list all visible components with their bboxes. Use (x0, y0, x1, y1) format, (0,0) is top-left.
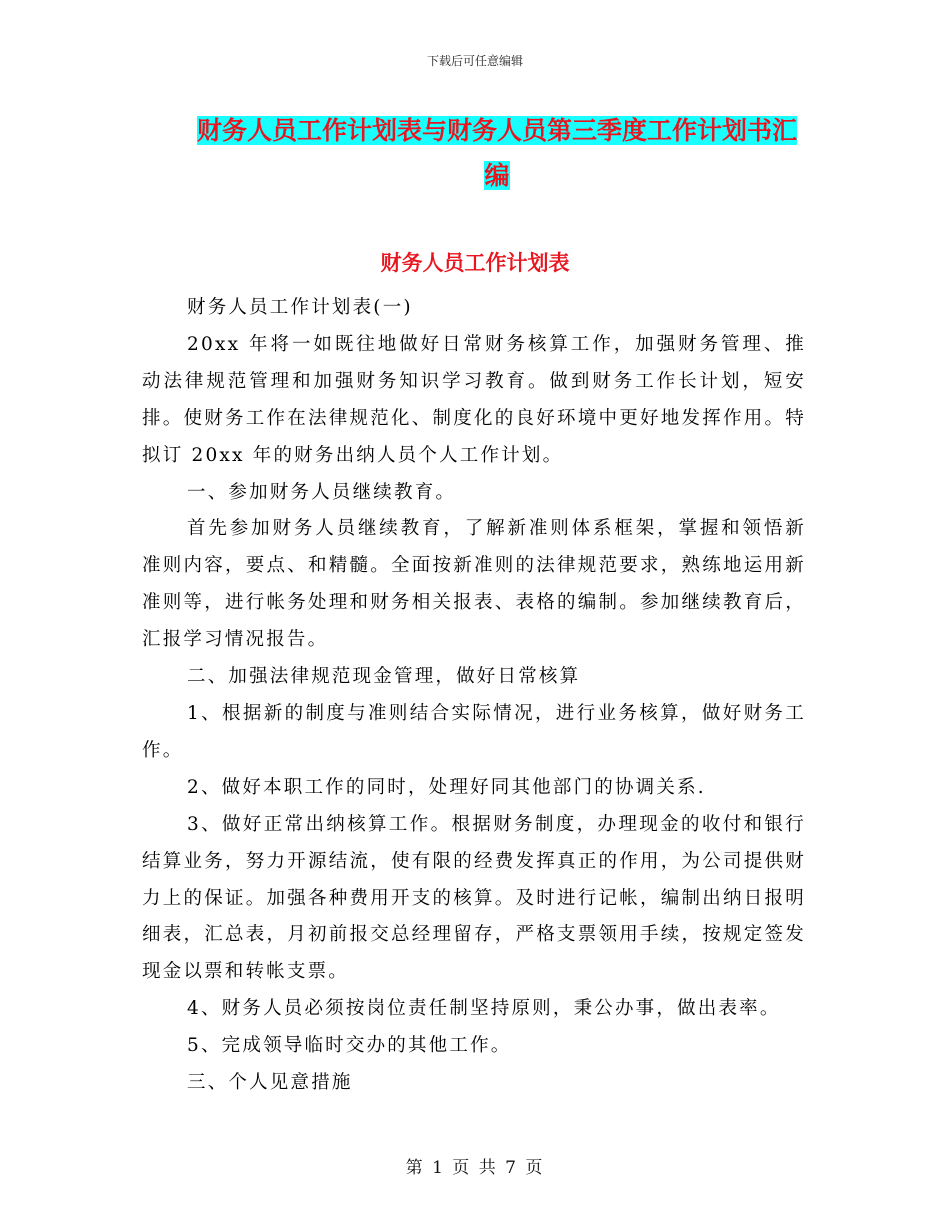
section-title: 财务人员工作计划表 (380, 251, 570, 275)
paragraph: 首先参加财务人员继续教育，了解新准则体系框架，掌握和领悟新准则内容，要点、和精髓。全面按新准则的法律规范要求，熟练地运用新准则等，进行帐务处理和财务相关报表、表格的编制。参加继续教育后，汇报学习情况报告。 (142, 518, 806, 651)
document-title (192, 108, 802, 198)
paragraph: 三、个人见意措施 (187, 1072, 353, 1094)
header-note: 下载后可任意编辑 (426, 54, 523, 68)
page-number-footer: 第 1 页 共 7 页 (405, 1158, 545, 1178)
paragraph: 二、加强法律规范现金管理，做好日常核算 (187, 666, 581, 688)
document-body (142, 290, 806, 1102)
paragraph: 2、做好本职工作的同时，处理好同其他部门的协调关系. (187, 776, 706, 798)
paragraph: 4、财务人员必须按岗位责任制坚持原则，秉公办事，做出表率。 (187, 998, 781, 1020)
paragraph: 财务人员工作计划表(一) (187, 297, 413, 318)
document-title-text: 财务人员工作计划表与财务人员第三季度工作计划书汇编 (196, 116, 797, 190)
paragraph: 1、根据新的制度与准则结合实际情况，进行业务核算，做好财务工作。 (142, 702, 806, 761)
paragraph: 一、参加财务人员继续教育。 (187, 481, 457, 503)
paragraph: 20xx 年将一如既往地做好日常财务核算工作，加强财务管理、推动法律规范管理和加强财务知识学习教育。做到财务工作长计划，短安排。使财务工作在法律规范化、制度化的良好环境中更好地发挥作用。特拟订 20xx 年的财务出纳人员个人工作计划。 (142, 333, 806, 466)
paragraph: 5、完成领导临时交办的其他工作。 (187, 1035, 512, 1057)
paragraph: 3、做好正常出纳核算工作。根据财务制度，办理现金的收付和银行结算业务，努力开源结流，使有限的经费发挥真正的作用，为公司提供财力上的保证。加强各种费用开支的核算。及时进行记帐，编制出纳日报明细表，汇总表，月初前报交总经理留存，严格支票领用手续，按规定签发现金以票和转帐支票。 (142, 813, 806, 983)
